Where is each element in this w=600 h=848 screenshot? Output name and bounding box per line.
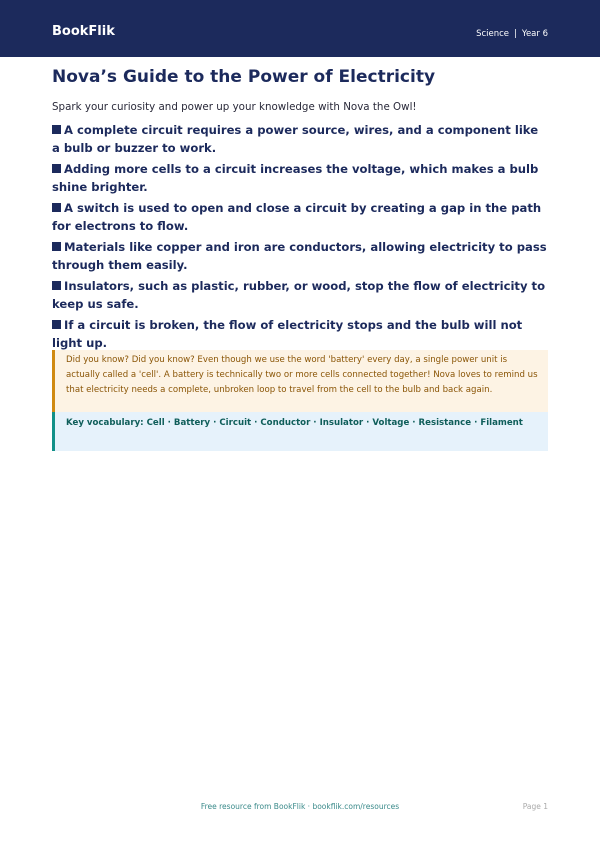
square-bullet-icon <box>52 125 61 134</box>
header-bar <box>0 0 600 57</box>
fact-text: Insulators, such as plastic, rubber, or wood, stop the flow of electricity to keep us safe. <box>52 279 546 311</box>
page-title: Nova’s Guide to the Power of Electricity <box>52 67 436 87</box>
page-subtitle: Spark your curiosity and power up your knowledge with Nova the Owl! <box>52 101 417 113</box>
square-bullet-icon <box>52 242 61 251</box>
square-bullet-icon <box>52 203 61 212</box>
key-vocabulary-box: Key vocabulary: Cell · Battery · Circuit · Conductor · Insulator · Voltage · Resistance · Filament <box>52 412 548 451</box>
square-bullet-icon <box>52 164 61 173</box>
fact-item <box>52 317 548 352</box>
subject-label: Science <box>476 29 510 39</box>
meta-separator: | <box>514 29 517 39</box>
fact-item <box>52 161 548 196</box>
square-bullet-icon <box>52 281 61 290</box>
fact-text: A complete circuit requires a power source, wires, and a component like a bulb or buzzer to work. <box>52 123 539 155</box>
fact-text: If a circuit is broken, the flow of electricity stops and the bulb will not light up. <box>52 318 523 350</box>
fact-text: Adding more cells to a circuit increases the voltage, which makes a bulb shine brighter. <box>52 162 539 194</box>
fact-list <box>52 122 548 356</box>
fact-item <box>52 200 548 235</box>
fact-item <box>52 239 548 274</box>
fact-text: A switch is used to open and close a circuit by creating a gap in the path for electrons to flow. <box>52 201 542 233</box>
fact-text: Materials like copper and iron are conductors, allowing electricity to pass through them easily. <box>52 240 547 272</box>
fact-item <box>52 122 548 157</box>
page-number: Page 1 <box>522 802 548 811</box>
square-bullet-icon <box>52 320 61 329</box>
year-label: Year 6 <box>521 29 548 39</box>
brand-logo-text[interactable]: BookFlik <box>52 24 115 39</box>
fact-item <box>52 278 548 313</box>
did-you-know-callout: Did you know? Did you know? Even though we use the word 'battery' every day, a single power unit is actually called a 'cell'. A battery is technically two or more cells connected together! Nova loves to remind us that electricity needs a complete, unbroken loop to travel from the cell to the bulb and back again. <box>52 350 548 412</box>
subject-meta <box>476 28 548 40</box>
footer-resource-link[interactable]: Free resource from BookFlik · bookflik.com/resources <box>200 802 400 811</box>
